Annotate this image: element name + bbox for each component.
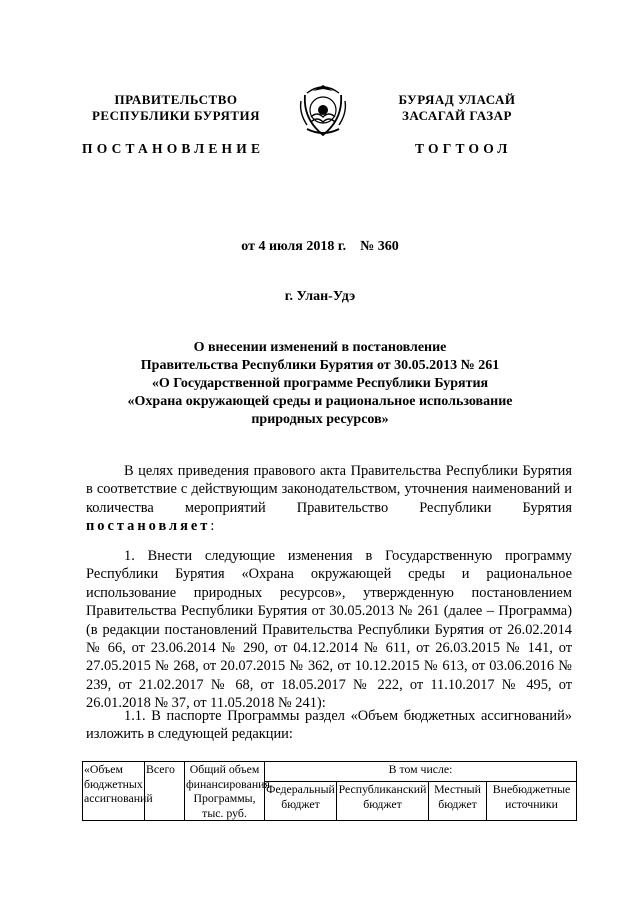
document-date: от 4 июля 2018 г. [241, 239, 347, 254]
title-line-5: природных ресурсов» [251, 412, 389, 427]
header-right-authority [372, 92, 542, 124]
title-line-2: Правительства Республики Бурятия от 30.05.2013 № 261 [140, 358, 500, 373]
resolves-word: постановляет [86, 518, 211, 535]
preamble-paragraph [86, 462, 572, 536]
item-1-paragraph [86, 547, 572, 713]
document-city: г. Улан-Удэ [284, 289, 356, 304]
header-left-line-2: РЕСПУБЛИКИ БУРЯТИЯ [91, 108, 261, 123]
doc-type-russian: ПОСТАНОВЛЕНИЕ [82, 141, 265, 156]
table-header-extrabudgetary: Внебюджетные источники [487, 782, 577, 821]
table-header-overall: Общий объем финансирования Программы, тыс. руб. [186, 762, 270, 820]
title-line-1: О внесении изменений в постановление [193, 340, 447, 355]
header-right-line-1: БУРЯАД УЛАСАЙ [398, 92, 516, 107]
table-row [83, 762, 577, 782]
table-header-including: В том числе: [265, 762, 577, 782]
header-right-line-2: ЗАСАГАЙ ГАЗАР [402, 108, 512, 123]
budget-allocation-table [82, 761, 577, 821]
preamble-colon: : [210, 518, 215, 535]
table-header-federal: Федеральный бюджет [265, 782, 337, 821]
document-number: № 360 [360, 239, 399, 254]
item-1-1-paragraph [86, 707, 572, 744]
table-header-republican: Республиканский бюджет [337, 782, 429, 821]
table-header-local: Местный бюджет [429, 782, 487, 821]
item-1-text: 1. Внести следующие изменения в Государственную программу Республики Бурятия «Охрана окружающей среды и рациональное использование природных ресурсов», утвержденную постановлением Правительства Республики Бурятия от 30.05.2013 № 261 (далее – Программа) (в редакции постановлений Правительства Республики Бурятия от 26.02.2014 № 66, от 23.06.2014 № 290, от 04.12.2014 № 611, от 26.03.2015 № 141, от 27.05.2015 № 268, от 20.07.2015 № 362, от 10.12.2015 № 613, от 03.06.2016 № 239, от 21.02.2017 № 68, от 18.05.2017 № 222, от 11.10.2017 № 495, от 26.01.2018 № 37, от 11.05.2018 № 241): [86, 548, 572, 712]
document-title [60, 339, 580, 429]
header-left-line-1: ПРАВИТЕЛЬСТВО [114, 92, 238, 107]
title-line-4: «Охрана окружающей среды и рациональное использование [127, 394, 513, 409]
item-1-1-text: 1.1. В паспорте Программы раздел «Объем бюджетных ассигнований» изложить в следующей редакции: [86, 708, 572, 743]
coat-of-arms-icon [297, 79, 349, 139]
doc-type-buryat: ТОГТООЛ [415, 141, 512, 156]
document-date-line [0, 239, 640, 255]
header-left-authority [86, 92, 266, 124]
preamble-text: В целях приведения правового акта Правительства Республики Бурятия в соответствие с действующим законодательством, уточнения наименований и количества мероприятий Правительство Республики Бурятия [86, 463, 572, 516]
table-header-label: «Объем бюджетных ассигнований [83, 762, 145, 821]
title-line-3: «О Государственной программе Республики Бурятия [151, 376, 489, 391]
table-header-total: Всего [145, 762, 185, 821]
